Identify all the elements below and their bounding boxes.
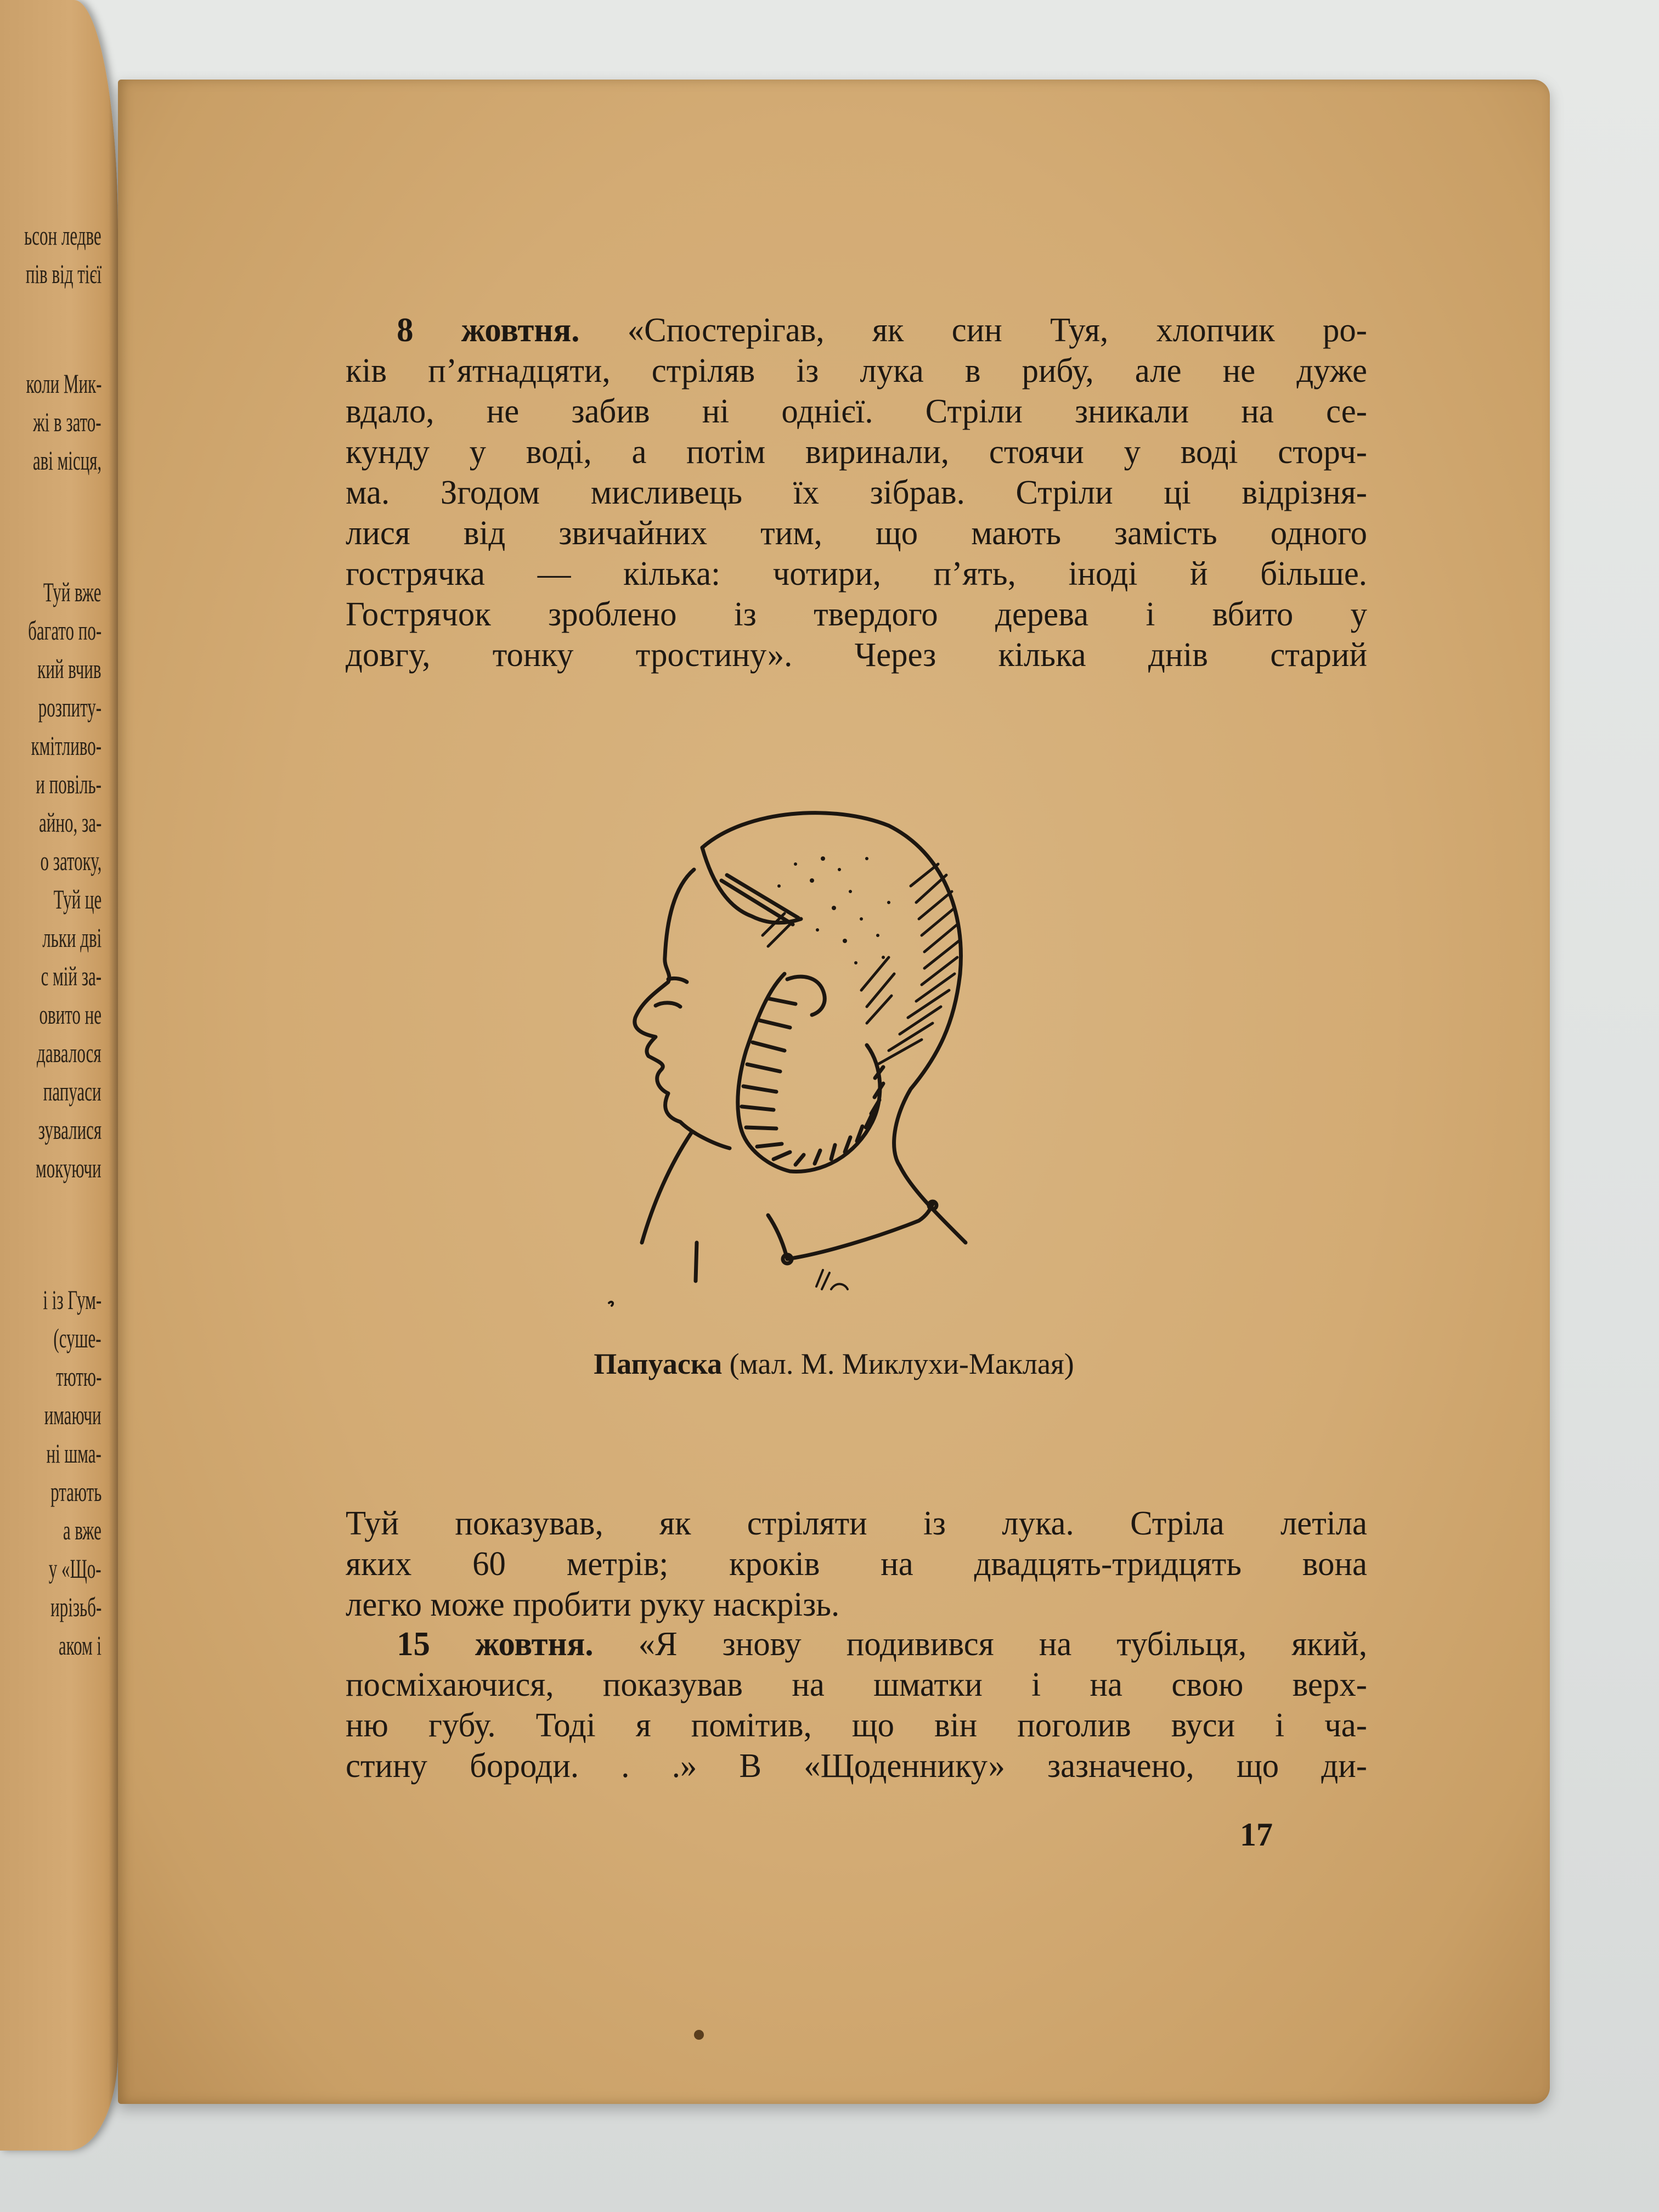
previous-page-line: аві місця, — [32, 445, 101, 476]
papuan-woman-illustration — [603, 793, 1075, 1396]
paragraph-oct-8 — [346, 310, 1388, 675]
previous-page-line: папуаси — [43, 1076, 101, 1107]
previous-page-line: жі в зато- — [33, 407, 101, 437]
text-line: Туй показував, як стріляти із лука. Стріла летіла — [346, 1505, 1367, 1542]
previous-page-line: кий вчив — [37, 653, 101, 684]
entry-date: 15 жовтня. — [397, 1626, 594, 1663]
text-line: довгу, тонку тростину». Через кілька днів старий — [346, 636, 1367, 674]
previous-page-line: у «Що- — [49, 1553, 101, 1584]
previous-page-line: льки дві — [42, 922, 101, 953]
previous-page-line: розпиту- — [38, 692, 101, 723]
previous-page-line: овито не — [39, 999, 101, 1030]
previous-page-line: и повіль- — [36, 769, 101, 799]
text-line: стину бороди. . .» В «Щоденнику» зазначено, що ди- — [346, 1747, 1367, 1785]
previous-page-line: коли Мик- — [26, 368, 101, 399]
previous-page-line: Туй вже — [43, 577, 101, 607]
text-line: легко може пробити руку наскрізь. — [346, 1586, 840, 1623]
previous-page-line: мокуючи — [36, 1153, 101, 1183]
previous-page-line: аком і — [58, 1630, 101, 1661]
page-number: 17 — [1240, 1816, 1273, 1853]
entry-date: 8 жовтня. — [397, 312, 580, 349]
text-line: 15 жовтня. «Я знову подивився на тубільця, який, — [397, 1626, 1368, 1663]
text-line: 8 жовтня. «Спостерігав, як син Туя, хлопчик ро- — [397, 312, 1368, 349]
previous-page-line: давалося — [37, 1037, 101, 1068]
previous-page-line: пів від тієї — [25, 258, 101, 289]
text-line: вдало, не забив ні однієї. Стріли зникали на се- — [346, 393, 1367, 430]
previous-page-line: Туй це — [53, 884, 101, 915]
text-line: лися від звичайних тим, що мають замість одного — [346, 515, 1367, 552]
previous-page-line: ні шма- — [46, 1438, 101, 1469]
previous-page — [0, 0, 118, 2151]
paragraph-oct-15 — [346, 1624, 1388, 1786]
previous-page-line: айно, за- — [38, 807, 101, 838]
text-line: кунду у воді, а потім виринали, стоячи у воді сторч- — [346, 433, 1367, 471]
previous-page-line: с мій за- — [41, 961, 101, 991]
text-line: ню губу. Тоді я помітив, що він поголив вуси і ча- — [346, 1707, 1367, 1744]
paragraph-archery — [346, 1503, 1388, 1625]
book-page — [118, 80, 1550, 2104]
previous-page-line: зувалися — [38, 1114, 101, 1145]
paper-spot — [694, 2030, 704, 2040]
previous-page-line: ртають — [50, 1476, 101, 1507]
previous-page-line: а вже — [63, 1515, 101, 1545]
previous-page-line: имаючи — [44, 1400, 101, 1430]
figure-caption: Папуаска (мал. М. Миклухи-Маклая) — [594, 1347, 1074, 1380]
previous-page-line: (суше- — [53, 1323, 101, 1353]
text-line: ків п’ятнадцяти, стріляв із лука в рибу, але не дуже — [346, 352, 1367, 390]
previous-page-line: ирізьб- — [50, 1592, 101, 1622]
previous-page-line: кмітливо- — [31, 730, 101, 761]
previous-page-line: і із Гум- — [43, 1284, 101, 1315]
previous-page-line: тютю- — [55, 1361, 101, 1392]
text-line: гострячка — кілька: чотири, п’ять, іноді й більше. — [346, 555, 1367, 592]
previous-page-line: ьсон ледве — [24, 220, 101, 251]
text-line: посміхаючися, показував на шматки і на свою верх- — [346, 1666, 1367, 1703]
text-line: Гострячок зроблено із твердого дерева і вбито у — [346, 596, 1367, 633]
text-line: ма. Згодом мисливець їх зібрав. Стріли ці відрізня- — [346, 474, 1367, 511]
text-line: яких 60 метрів; кроків на двадцять-тридцять вона — [346, 1545, 1367, 1583]
previous-page-line: о затоку, — [40, 845, 101, 876]
previous-page-line: багато по- — [27, 615, 101, 646]
